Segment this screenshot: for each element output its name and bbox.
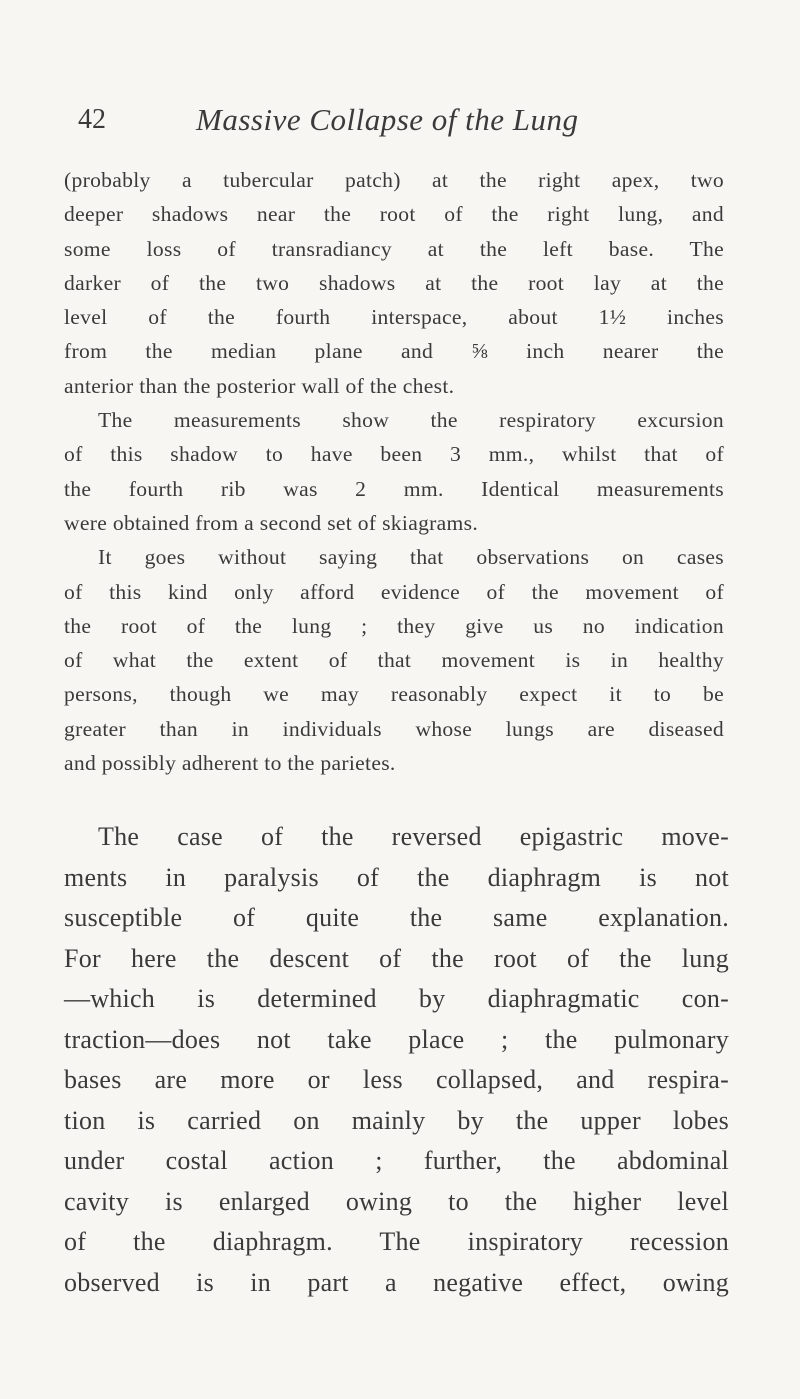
text-line: greater than in individuals whose lungs are diseased <box>64 716 724 741</box>
text-line: It goes without saying that observations on cases <box>98 545 724 570</box>
text-line: of the diaphragm. The inspiratory recession <box>64 1227 729 1256</box>
small-type-passage <box>64 163 724 780</box>
text-line: some loss of transradiancy at the left base. The <box>64 236 724 261</box>
text-line: of this kind only afford evidence of the movement of <box>64 579 724 604</box>
text-line: deeper shadows near the root of the right lung, and <box>64 202 724 227</box>
page-number: 42 <box>78 104 106 135</box>
text-line: of what the extent of that movement is in healthy <box>64 648 724 673</box>
text-line: For here the descent of the root of the lung <box>64 943 729 973</box>
text-line: under costal action ; further, the abdominal <box>64 1146 729 1175</box>
text-line: level of the fourth interspace, about 1½ inches <box>64 305 724 330</box>
text-line: the root of the lung ; they give us no indication <box>64 613 724 638</box>
text-line: traction—does not take place ; the pulmonary <box>64 1024 729 1054</box>
text-line: from the median plane and ⅝ inch nearer the <box>64 339 724 364</box>
text-line: The case of the reversed epigastric move- <box>98 822 729 851</box>
text-line: persons, though we may reasonably expect it to be <box>64 682 724 707</box>
text-line: and possibly adherent to the parietes. <box>64 751 396 776</box>
text-line: cavity is enlarged owing to the higher level <box>64 1186 729 1216</box>
text-line: darker of the two shadows at the root lay at the <box>64 270 724 295</box>
running-title: Massive Collapse of the Lung <box>196 102 579 137</box>
text-line: observed is in part a negative effect, owing <box>64 1267 729 1297</box>
text-line: bases are more or less collapsed, and respira- <box>64 1065 729 1094</box>
text-line: The measurements show the respiratory excursion <box>98 408 724 433</box>
text-line: ments in paralysis of the diaphragm is not <box>64 862 729 892</box>
text-line: —which is determined by diaphragmatic con- <box>64 984 729 1013</box>
text-line: susceptible of quite the same explanation. <box>64 903 729 932</box>
text-line: (probably a tubercular patch) at the right apex, two <box>64 168 724 192</box>
running-head <box>78 100 728 140</box>
text-line: the fourth rib was 2 mm. Identical measurements <box>64 476 724 501</box>
text-line: tion is carried on mainly by the upper lobes <box>64 1105 729 1135</box>
text-line: anterior than the posterior wall of the chest. <box>64 373 455 398</box>
main-type-passage <box>64 817 729 1303</box>
text-line: of this shadow to have been 3 mm., whilst that of <box>64 442 724 467</box>
text-line: were obtained from a second set of skiagrams. <box>64 510 479 535</box>
